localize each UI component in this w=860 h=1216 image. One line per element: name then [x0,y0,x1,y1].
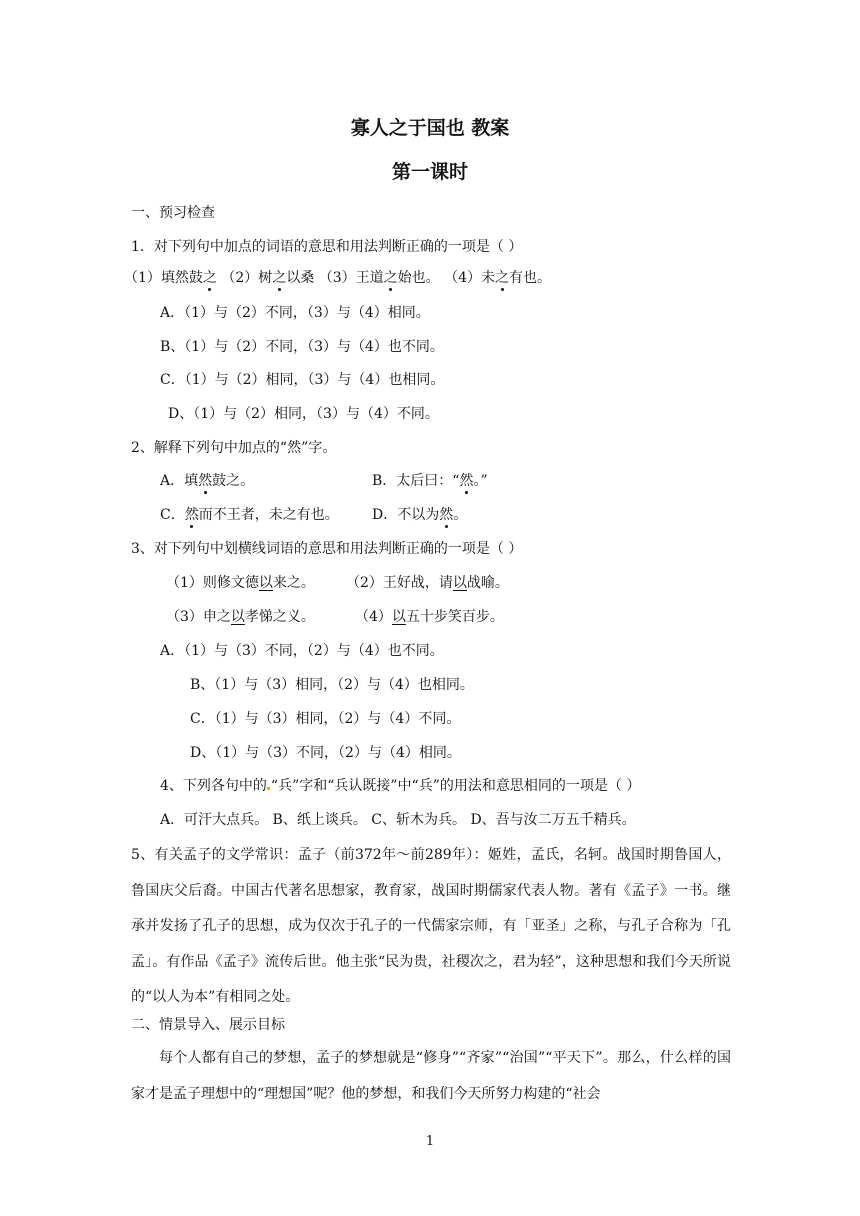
question-1-option-c: C．（1）与（2）相同，（3）与（4）也相同。 [160,372,445,388]
section-heading-preview: 一、预习检查 [131,205,215,221]
q1-text: 始也。 （4）未 [397,270,495,286]
document-title: 寡人之于国也 教案 [350,117,510,139]
dotted-char: 然 [459,473,474,489]
q3-text: 五十步笑百步。 [405,609,504,625]
question-2-option-a [160,471,254,491]
question-2-option-d [372,505,467,525]
question-4-stem [160,776,640,796]
question-4-options: A．可汗大点兵。 B、纸上谈兵。 C、斩木为兵。 D、吾与汝二万五千精兵。 [160,812,636,828]
q3-text: （2）王好战，请 [346,575,453,591]
dotted-char: 然 [439,507,454,523]
q2-text: C． [160,507,185,523]
underlined-char: 以 [452,575,467,591]
dotted-char: 之 [383,270,398,286]
q4-text: “兵”字和“兵认既接”中“兵”的用法和意思相同的一项是（ ） [270,778,641,794]
q4-text: 4、下列各句中的 [160,778,267,794]
question-3-option-a: A．（1）与（3）不同，（2）与（4）也不同。 [160,643,444,659]
question-1-option-d: D、（1）与（2）相同，（3）与（4）不同。 [168,406,439,422]
q3-text: （4） [355,609,392,625]
question-3-sentence-4 [355,607,504,627]
question-3-stem: 3、对下列句中划横线词语的意思和用法判断正确的一项是（ ） [131,541,523,557]
page-number: 1 [425,1134,435,1149]
question-1-option-b: B、（1）与（2）不同，（3）与（4）也不同。 [160,339,444,355]
q3-text: （1）则修文德 [166,575,259,591]
q1-text: 有也。 [509,270,551,286]
question-3-sentence-3 [166,607,315,627]
question-3-sentence-2 [346,573,509,593]
dotted-char: 之 [495,270,509,286]
question-2-option-c [160,505,339,525]
section-heading-intro: 二、情景导入、展示目标 [131,1017,285,1033]
lesson-subtitle: 第一课时 [391,161,468,183]
q3-text: 来之。 [272,575,315,591]
q2-text: 而不王者，未之有也。 [198,507,339,523]
q2-text: 。 [453,507,468,523]
q3-text: （3）申之 [166,609,231,625]
question-1-sentences [124,268,551,288]
underlined-char: 以 [391,609,406,625]
question-2-stem: 2、解释下列句中加点的“然”字。 [131,440,337,456]
intro-paragraph: 每个人都有自己的梦想，孟子的梦想就是“修身”“齐家”“治国”“平天下”。那么，什么样的国家才是孟子理想中的“理想国”呢？他的梦想，和我们今天所努力构建的“社会 [131,1050,731,1102]
q3-text: 孝悌之义。 [244,609,315,625]
q2-text: D．不以为 [372,507,440,523]
q2-text: A．填 [160,473,199,489]
question-5-paragraph: 5、有关孟子的文学常识：孟子（前372年～前289年）：姬姓，孟氏，名轲。战国时期鲁国人，鲁国庆父后裔。中国古代著名思想家，教育家，战国时期儒家代表人物。著有《孟子》一书。继承并发扬了孔子的思想，成为仅次于孔子的一代儒家宗师，有「亚圣」之称，与孔子合称为「孔孟」。有作品《孟子》流传后世。他主张“民为贵，社稷次之，君为轻”，这种思想和我们今天所说的“以人为本”有相同之处。 [131,847,731,1006]
question-3-option-c: C．（1）与（3）相同，（2）与（4）不同。 [190,711,461,727]
question-3-option-b: B、（1）与（3）相同，（2）与（4）也相同。 [190,677,474,693]
underlined-char: 以 [230,609,245,625]
underlined-char: 以 [258,575,273,591]
question-1-option-a: A．（1）与（2）不同，（3）与（4）相同。 [160,305,430,321]
dotted-char: 之 [272,270,287,286]
dotted-char: 然 [184,507,199,523]
q2-text: 鼓之。 [212,473,255,489]
q2-text: B．太后曰：“ [372,473,460,489]
question-3-option-d: D、（1）与（3）不同，（2）与（4）相同。 [190,745,461,761]
question-2-option-b [372,471,488,491]
q3-text: 战喻。 [466,575,509,591]
question-3-sentence-1 [166,573,315,593]
question-1-stem: 1．对下列句中加点的词语的意思和用法判断正确的一项是（ ） [131,239,523,255]
dotted-char: 然 [198,473,213,489]
q2-text: 。” [473,473,488,489]
dotted-char: 之 [202,270,217,286]
q1-text: 以桑 （3）王道 [286,270,384,286]
q1-text: （1）填然鼓 [124,270,203,286]
highlight-mark [267,787,270,790]
q1-text: （2）树 [216,270,273,286]
